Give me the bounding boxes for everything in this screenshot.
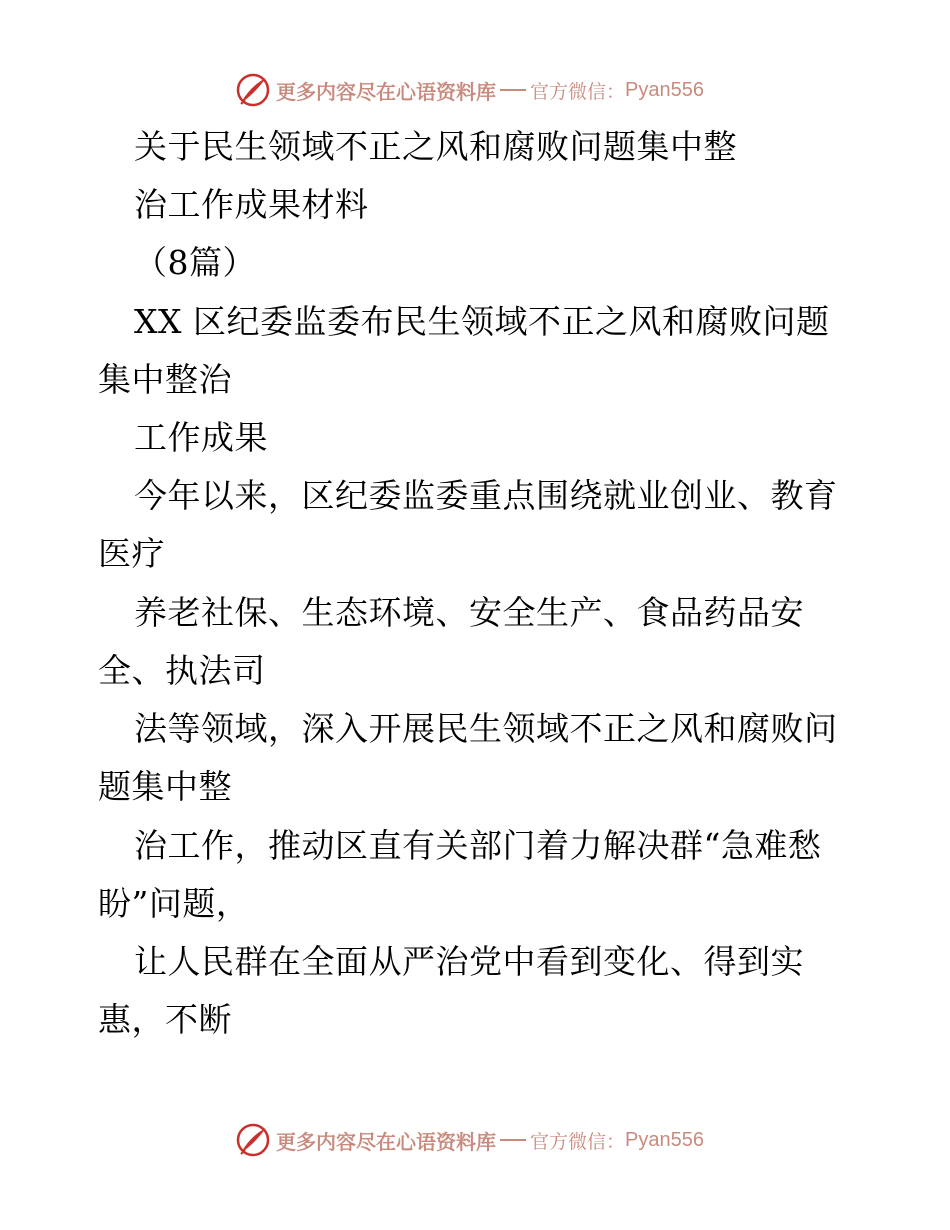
watermark-main-text: 更多内容尽在心语资料库 xyxy=(276,1129,496,1154)
doc-line: 盼”问题， xyxy=(98,884,250,923)
doc-title-line-2: 治工作成果材料 xyxy=(134,185,369,224)
doc-line: 今年以来，区纪委监委重点围绕就业创业、教育 xyxy=(134,476,838,515)
doc-line: 法等领域，深入开展民生领域不正之风和腐败问 xyxy=(134,709,838,748)
watermark-dash xyxy=(500,1139,526,1141)
doc-line: 集中整治 xyxy=(98,360,232,399)
watermark-main-text: 更多内容尽在心语资料库 xyxy=(276,79,496,104)
watermark-account: Pyan556 xyxy=(625,78,704,101)
watermark-dash xyxy=(500,89,526,91)
doc-line: 题集中整 xyxy=(98,767,232,806)
watermark-header xyxy=(236,72,704,108)
doc-line: XX 区纪委监委布民生领域不正之风和腐败问题 xyxy=(134,302,830,341)
watermark-account: Pyan556 xyxy=(625,1128,704,1151)
doc-line: 治工作，推动区直有关部门着力解决群“急难愁 xyxy=(134,826,822,865)
watermark-sub-text: 官方微信： xyxy=(530,1130,626,1153)
doc-line: 惠，不断 xyxy=(98,1000,232,1039)
doc-line: 养老社保、生态环境、安全生产、食品药品安 xyxy=(134,593,804,632)
watermark-footer xyxy=(236,1122,704,1158)
doc-title-line-1: 关于民生领域不正之风和腐败问题集中整 xyxy=(134,127,737,166)
quill-logo-icon xyxy=(236,1123,270,1157)
doc-line: 工作成果 xyxy=(134,418,268,457)
doc-line: 让人民群在全面从严治党中看到变化、得到实 xyxy=(134,942,804,981)
watermark-sub-text: 官方微信： xyxy=(530,80,626,103)
quill-logo-icon xyxy=(236,73,270,107)
doc-line: 全、执法司 xyxy=(98,651,266,690)
doc-title-count: （8篇） xyxy=(134,243,256,282)
doc-line: 医疗 xyxy=(98,534,165,573)
